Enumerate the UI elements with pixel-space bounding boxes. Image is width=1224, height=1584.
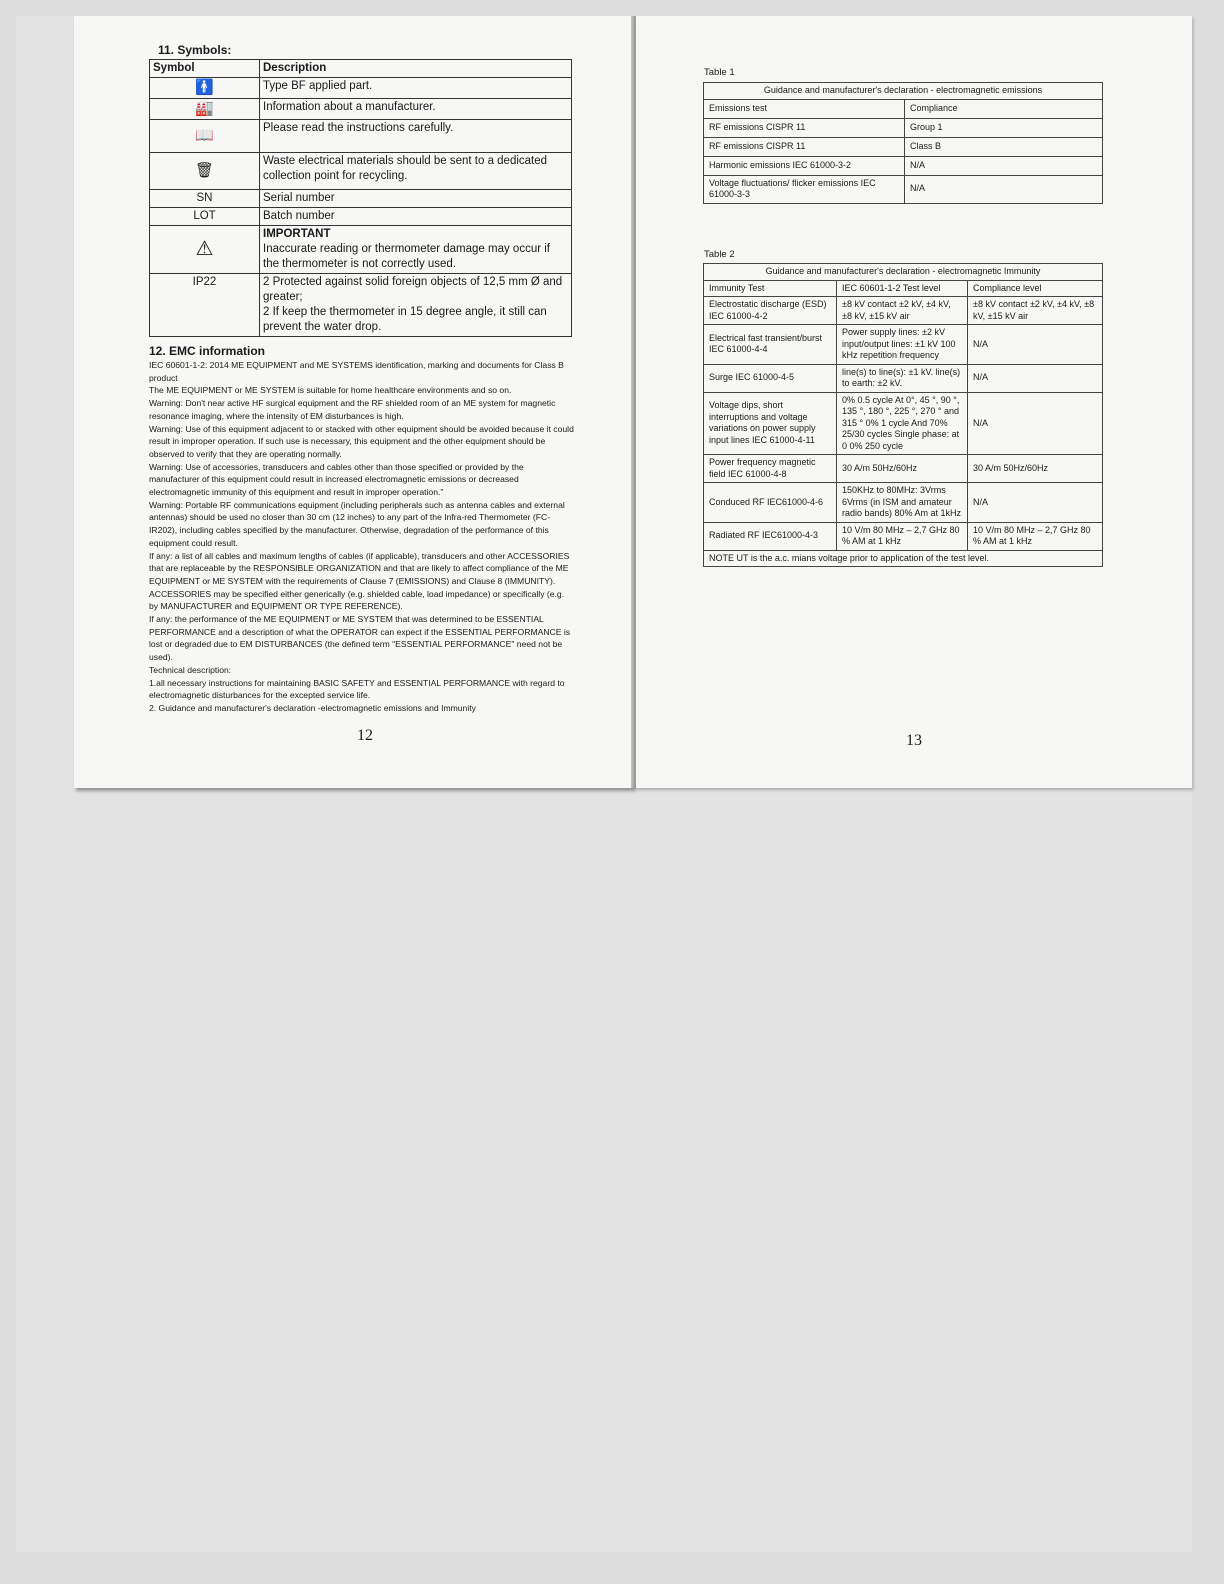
table-row — [704, 522, 1103, 550]
emissions-test-cell: Voltage fluctuations/ flicker emissions IEC 61000-3-3 — [704, 175, 905, 203]
immunity-test-cell: Electrostatic discharge (ESD) IEC 61000-4-2 — [704, 297, 837, 325]
table-row — [150, 274, 572, 337]
note-row — [704, 550, 1103, 567]
symbol-text: LOT — [150, 208, 260, 226]
important-label: IMPORTANT — [263, 228, 331, 240]
compliance-level-header: Compliance level — [968, 280, 1103, 297]
table-row — [704, 325, 1103, 365]
symbol-description: Batch number — [260, 208, 572, 226]
compliance-cell: Class B — [905, 137, 1103, 156]
table-row — [704, 483, 1103, 523]
right-page — [636, 16, 1192, 788]
emissions-test-cell: RF emissions CISPR 11 — [704, 137, 905, 156]
compliance-level-cell: 10 V/m 80 MHz – 2,7 GHz 80 % AM at 1 kHz — [968, 522, 1103, 550]
emc-paragraph: 1.all necessary instructions for maintaining BASIC SAFETY and ESSENTIAL PERFORMANCE with regard to electromagnetic disturbances for the excepted service life. — [149, 677, 565, 701]
compliance-level-cell: N/A — [968, 364, 1103, 392]
test-level-cell: Power supply lines: ±2 kV input/output lines: ±1 kV 100 kHz repetition frequency — [837, 325, 968, 365]
emc-paragraph: Warning: Portable RF communications equipment (including peripherals such as antenna cables and external antennas) should be used no closer than 30 cm (12 inches) to any part of the Infra-red Thermometer (FC-IR202), including cables specified by the manufacturer. Otherwise, degradation of the performance of this equipment could result. — [149, 499, 565, 548]
caption-row — [704, 264, 1103, 281]
emc-paragraph: Technical description: — [149, 664, 232, 675]
important-text: Inaccurate reading or thermometer damage may occur if the thermometer is not correctly used. — [263, 243, 550, 270]
immunity-test-cell: Power frequency magnetic field IEC 61000-4-8 — [704, 455, 837, 483]
symbols-title: 11. Symbols: — [158, 43, 232, 57]
compliance-cell: N/A — [905, 175, 1103, 203]
booklet-spread — [74, 16, 1194, 791]
compliance-level-cell: N/A — [968, 392, 1103, 455]
header-row — [704, 99, 1103, 118]
compliance-level-cell: ±8 kV contact ±2 kV, ±4 kV, ±8 kV, ±15 kV air — [968, 297, 1103, 325]
emc-paragraph: Warning: Don't near active HF surgical equipment and the RF shielded room of an ME system for magnetic resonance imaging, where the intensity of EM disturbances is high. — [149, 398, 556, 421]
table-row — [704, 175, 1103, 203]
test-level-header: IEC 60601-1-2 Test level — [837, 280, 968, 297]
compliance-cell: Group 1 — [905, 118, 1103, 137]
emc-paragraph: If any: the performance of the ME EQUIPMENT or ME SYSTEM that was determined to be ESSENTIAL PERFORMANCE and a description of what the OPERATOR can expect if the ESSENTIAL PERFORMANCE is lost or degraded due to EM DISTURBANCES (the defined term "ESSENTIAL PERFORMANCE" need not be used). — [149, 614, 571, 663]
immunity-test-cell: Voltage dips, short interruptions and voltage variations on power supply input lines IEC 61000-4-11 — [704, 392, 837, 455]
test-level-cell: line(s) to line(s): ±1 kV. line(s) to earth: ±2 kV. — [837, 364, 968, 392]
immunity-test-cell: Electrical fast transient/burst IEC 61000-4-4 — [704, 325, 837, 365]
table-row — [704, 137, 1103, 156]
table-row — [150, 153, 572, 190]
emissions-test-header: Emissions test — [704, 99, 905, 118]
table-row — [150, 208, 572, 226]
symbols-header-row — [150, 60, 572, 78]
test-level-cell: 150KHz to 80MHz: 3Vrms 6Vrms (in ISM and amateur radio bands) 80% Am at 1kHz — [837, 483, 968, 523]
emissions-test-cell: RF emissions CISPR 11 — [704, 118, 905, 137]
compliance-level-cell: N/A — [968, 325, 1103, 365]
symbol-column-header: Symbol — [150, 60, 260, 78]
symbol-description: Waste electrical materials should be sent to a dedicated collection point for recycling. — [260, 153, 572, 190]
immunity-test-header: Immunity Test — [704, 280, 837, 297]
table-row — [704, 364, 1103, 392]
symbol-description: Type BF applied part. — [260, 78, 572, 99]
table-row — [150, 226, 572, 274]
emc-paragraph: The ME EQUIPMENT or ME SYSTEM is suitable for home healthcare environments and so on. — [149, 385, 512, 396]
emc-title: 12. EMC information — [149, 344, 266, 358]
compliance-level-cell: N/A — [968, 483, 1103, 523]
emc-paragraph: IEC 60601-1-2: 2014 ME EQUIPMENT and ME SYSTEMS identification, marking and documents for Class B product — [149, 360, 564, 383]
table-row — [150, 99, 572, 120]
emc-paragraph: 2. Guidance and manufacturer's declaration -electromagnetic emissions and Immunity — [149, 702, 476, 713]
person-bf-icon: 🚹 — [195, 79, 214, 96]
emc-paragraph: If any: a list of all cables and maximum lengths of cables (if applicable), transducers and other ACCESSORIES that are replaceable by the RESPONSIBLE ORGANIZATION and that are likely to affect compliance of the ME EQUIPMENT or ME SYSTEM with the requirements of Clause 7 (EMISSIONS) and Clause 8 (IMMUNITY). ACCESSORIES may be specified either generically (e.g. shielded cable, load impedance) or specifically (e.g. by MANUFACTURER and EQUIPMENT OR TYPE REFERENCE). — [149, 550, 570, 612]
symbol-description — [260, 274, 572, 337]
immunity-test-cell: Conduced RF IEC61000-4-6 — [704, 483, 837, 523]
ip22-line-2: 2 If keep the thermometer in 15 degree angle, it still can prevent the water drop. — [263, 306, 547, 333]
read-instructions-icon: 📖 — [195, 127, 214, 144]
compliance-header: Compliance — [905, 99, 1103, 118]
emissions-test-cell: Harmonic emissions IEC 61000-3-2 — [704, 156, 905, 175]
symbol-description: Information about a manufacturer. — [260, 99, 572, 120]
page-number-right: 13 — [906, 732, 922, 749]
compliance-level-cell: 30 A/m 50Hz/60Hz — [968, 455, 1103, 483]
emissions-table — [703, 82, 1103, 204]
emc-body — [149, 359, 574, 715]
page-number-left: 12 — [357, 727, 373, 744]
immunity-table-caption: Guidance and manufacturer's declaration - electromagnetic Immunity — [704, 264, 1103, 281]
immunity-test-cell: Radiated RF IEC61000-4-3 — [704, 522, 837, 550]
table-row — [704, 392, 1103, 455]
symbol-description: Please read the instructions carefully. — [260, 120, 572, 153]
symbol-description — [260, 226, 572, 274]
warning-triangle-icon: ⚠ — [195, 237, 214, 260]
manufacturer-icon: 🏭 — [195, 100, 214, 117]
symbol-text: SN — [150, 190, 260, 208]
table-row — [704, 455, 1103, 483]
immunity-table-note: NOTE UT is the a.c. mians voltage prior to application of the test level. — [704, 550, 1103, 567]
ip22-line-1: 2 Protected against solid foreign objects of 12,5 mm Ø and greater; — [263, 276, 563, 303]
symbols-table — [149, 59, 572, 337]
test-level-cell: ±8 kV contact ±2 kV, ±4 kV, ±8 kV, ±15 kV air — [837, 297, 968, 325]
table-row — [150, 120, 572, 153]
table-row — [704, 297, 1103, 325]
caption-row — [704, 83, 1103, 100]
test-level-cell: 10 V/m 80 MHz – 2,7 GHz 80 % AM at 1 kHz — [837, 522, 968, 550]
left-page — [74, 16, 634, 788]
table-row — [150, 78, 572, 99]
header-row — [704, 280, 1103, 297]
emc-paragraph: Warning: Use of this equipment adjacent to or stacked with other equipment should be avoided because it could result in improper operation. If such use is necessary, this equipment and the other equipment should be observed to verify that they are operating normally. — [149, 423, 574, 459]
table-row — [704, 156, 1103, 175]
emc-paragraph: Warning: Use of accessories, transducers and cables other than those specified or provided by the manufacturer of this equipment could result in increased electromagnetic emissions or decreased electromagnetic immunity of this equipment and result in improper operation." — [149, 461, 524, 498]
table-row — [150, 190, 572, 208]
crossed-bin-icon: 🗑 — [194, 162, 215, 179]
immunity-test-cell: Surge IEC 61000-4-5 — [704, 364, 837, 392]
immunity-table — [703, 263, 1103, 567]
compliance-cell: N/A — [905, 156, 1103, 175]
test-level-cell: 30 A/m 50Hz/60Hz — [837, 455, 968, 483]
symbol-description: Serial number — [260, 190, 572, 208]
test-level-cell: 0% 0.5 cycle At 0°, 45 °, 90 °, 135 °, 180 °, 225 °, 270 ° and 315 ° 0% 1 cycle And 70% 25/30 cycles Single phase: at 0 0% 250 cycle — [837, 392, 968, 455]
table-row — [704, 118, 1103, 137]
emissions-table-caption: Guidance and manufacturer's declaration - electromagnetic emissions — [704, 83, 1103, 100]
table1-label: Table 1 — [704, 67, 735, 78]
description-column-header: Description — [260, 60, 572, 78]
table2-label: Table 2 — [704, 249, 735, 260]
symbol-text: IP22 — [150, 274, 260, 337]
